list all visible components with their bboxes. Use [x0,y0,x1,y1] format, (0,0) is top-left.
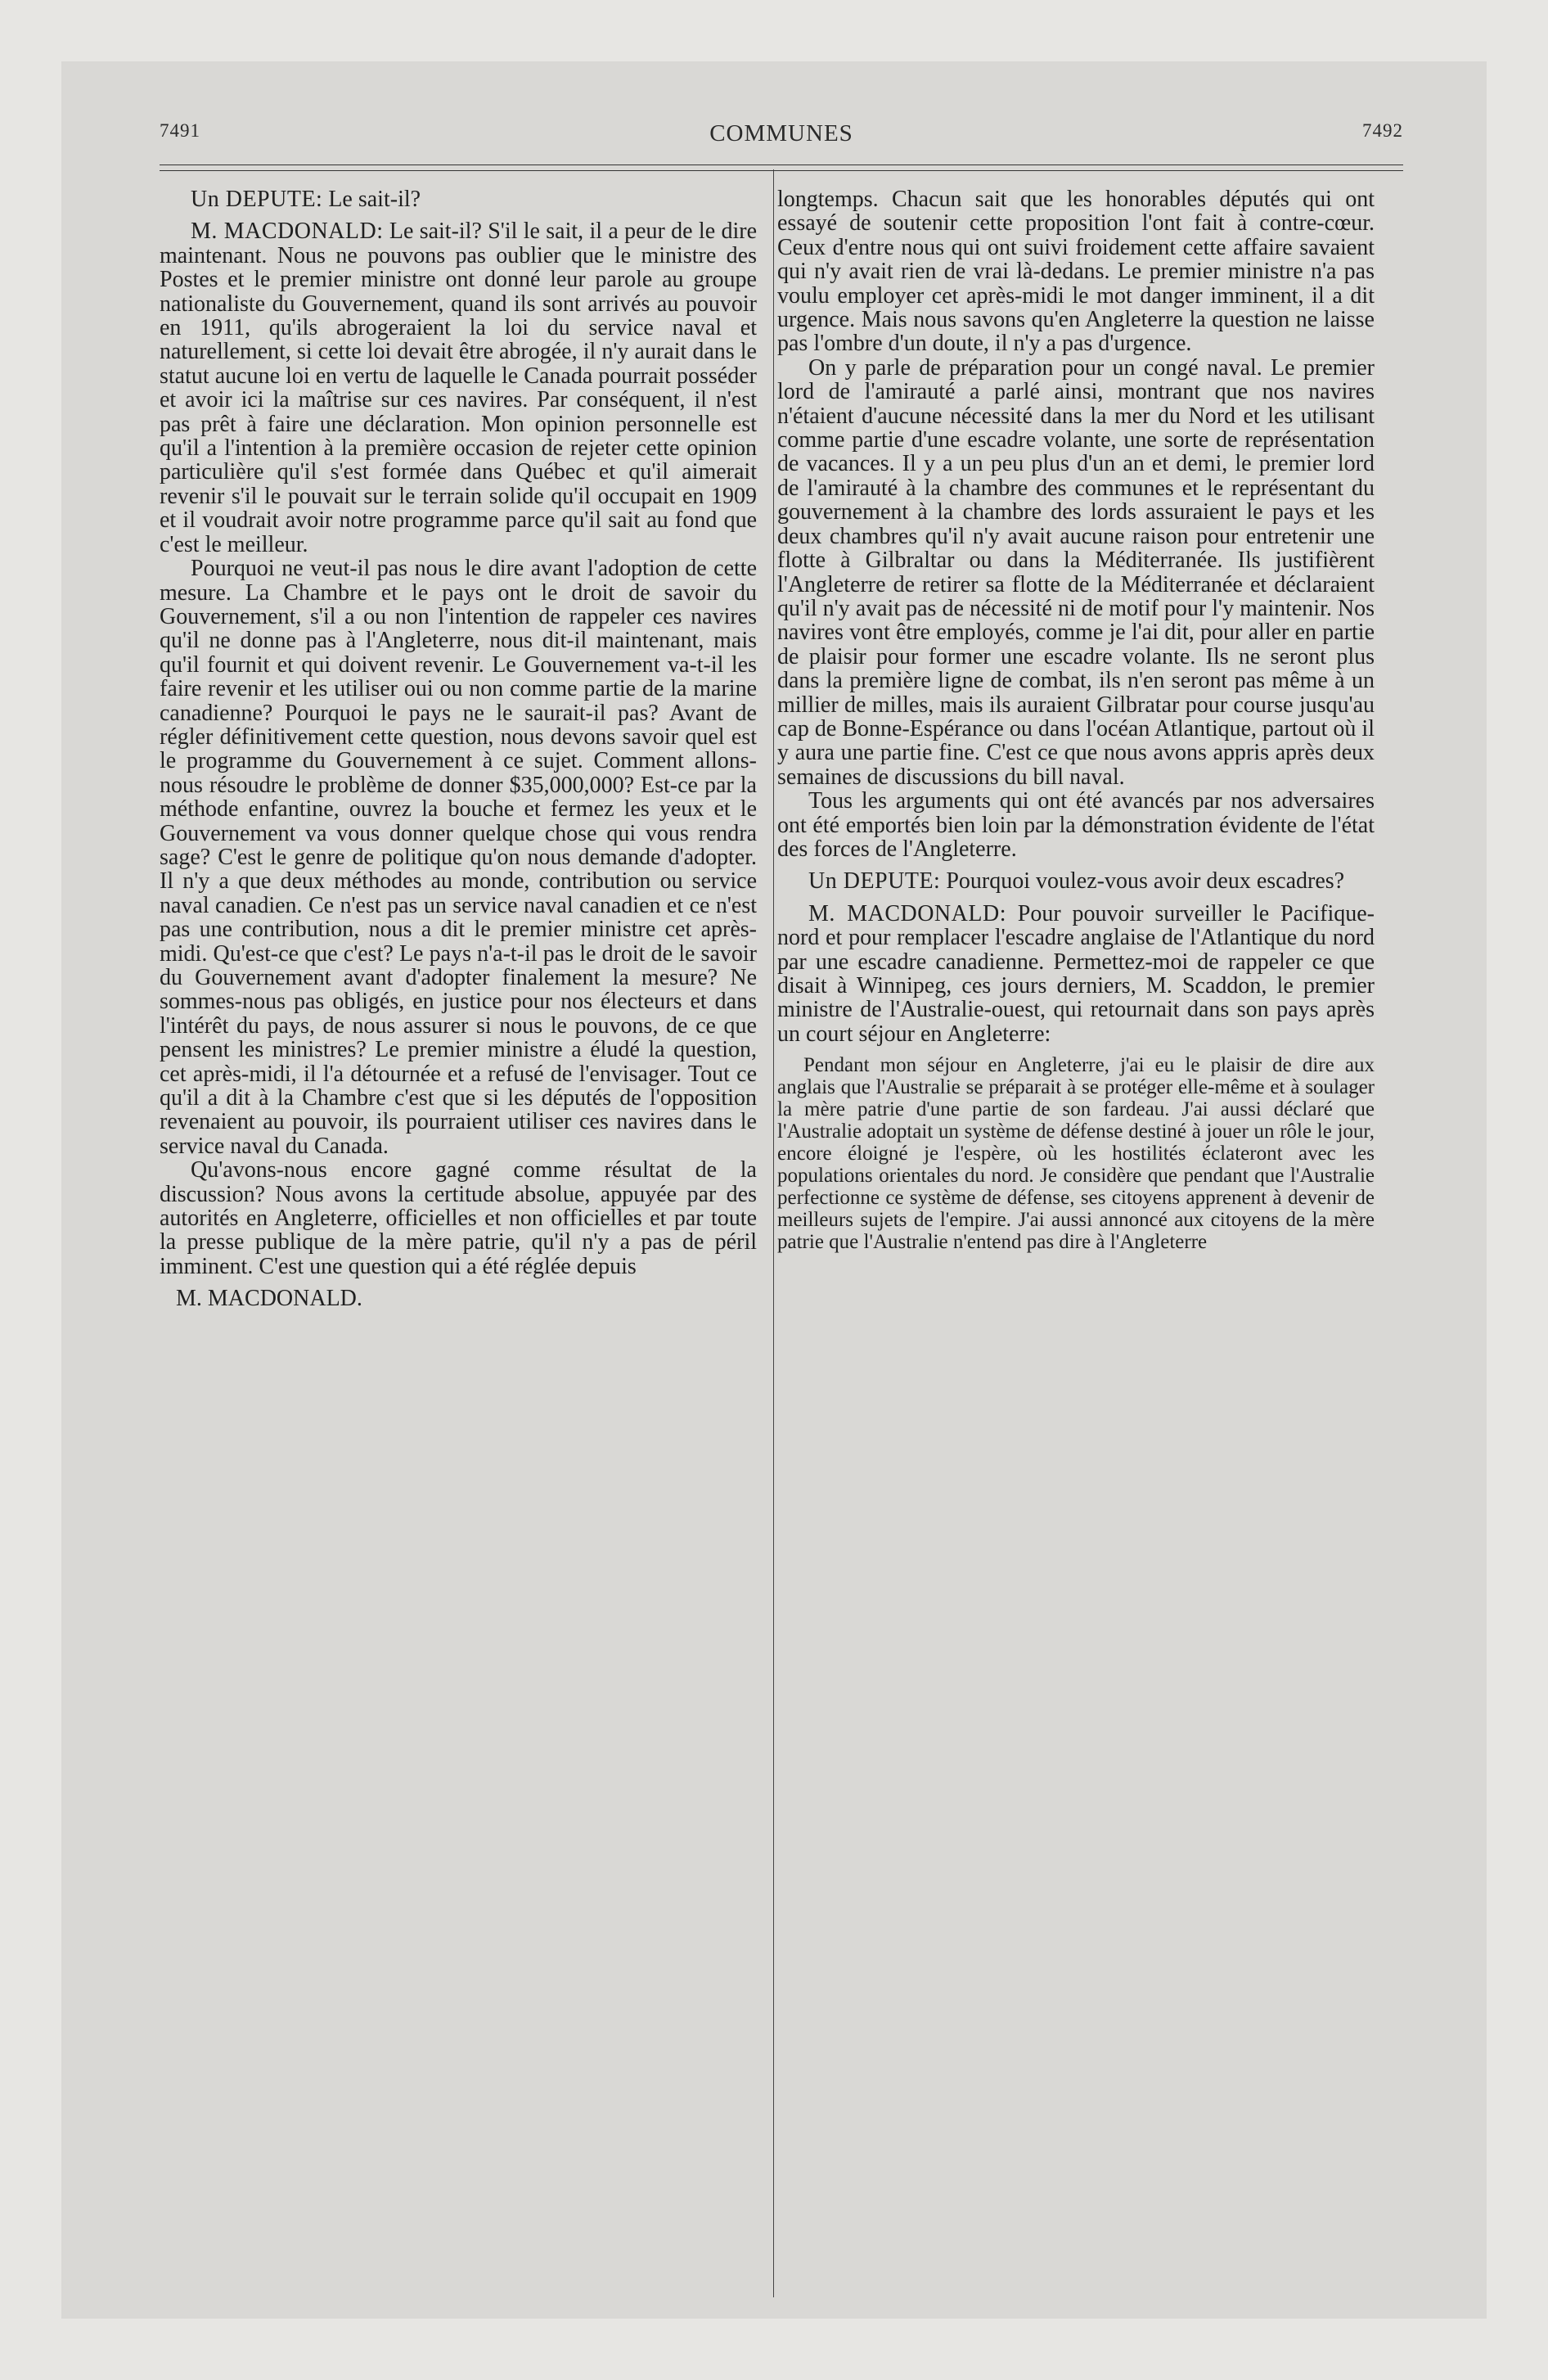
speech-text: Pour pouvoir surveiller le Pacifique-nord et pour remplacer l'escadre anglaise de l'Atlantique du nord par une escadre canadienne. Permettez-moi de rappeler ce que disait à Winnipeg, ces jours derniers, M. Scaddon, le premier ministre de l'Australie-ouest, qui retournait dans son pays après un court séjour en Angleterre: [777,900,1375,1047]
page-number-right: 7492 [1362,120,1403,141]
page [160,110,1403,1312]
speaker-name: M. MACDONALD: [808,900,1006,926]
right-column [777,187,1375,1253]
paragraph [160,187,757,211]
speech-text: Le sait-il? [328,187,421,212]
paragraph [777,902,1375,1046]
speaker-name: M. MACDONALD: [191,219,384,245]
paragraph [160,219,757,557]
signature: M. MACDONALD. [176,1286,362,1312]
paragraph: On y parle de préparation pour un congé naval. Le premier lord de l'amirauté a parlé ainsi, montrant que nos navires n'étaient d'aucune nécessité dans la mer du Nord et les utilisant comme partie d'une escadre volante, une sorte de représentation de vacances. Il y a un peu plus d'un an et demi, le premier lord de l'amirauté à la chambre des communes et le représentant du gouvernement à la chambre des lords assuraient le pays et les deux chambres qu'il n'y avait aucune raison pour entretenir une flotte à Gilbraltar ou dans la Méditerranée. Ils justifièrent l'Angleterre de retirer sa flotte de la Méditerranée et déclaraient qu'il n'y avait pas de nécessité ni de motif pour l'y maintenir. Nos navires vont être employés, comme je l'ai dit, pour aller en partie de plaisir pour former une escadre volante. Ils ne seront plus dans la première ligne de combat, ils n'en seront pas même à un millier de milles, mais ils auraient Gilbratar pour course jusqu'au cap de Bonne-Espérance ou dans l'océan Atlantique, partout où il y aura une partie fine. C'est ce que nous avons appris après deux semaines de discussions du bill naval. [777,354,1375,790]
paragraph: Pourquoi ne veut-il pas nous le dire avant l'adoption de cette mesure. La Chambre et le pays ont le droit de savoir du Gouvernement, s'il a ou non l'intention de rappeler ces navires qu'il ne donne pas à l'Angleterre, nous dit-il maintenant, mais qu'il fournit et qui doivent revenir. Le Gouvernement va-t-il les faire revenir et les utiliser oui ou non comme partie de la marine canadienne? Pourquoi le pays ne le saurait-il pas? Avant de régler définitivement cette question, nous devons savoir quel est le programme du Gouvernement à ce sujet. Comment allons-nous résoudre le problème de donner $35,000,000? Est-ce par la méthode enfantine, ouvrez la bouche et fermez les yeux et le Gouvernement va vous donner quelque chose qui vous rendra sage? C'est le genre de politique qu'on nous demande d'adopter. Il n'y a que deux méthodes au monde, contribution ou service naval canadien. Ce n'est pas un service naval canadien et ce n'est pas une contribution, nous a dit le premier ministre cet après-midi. Qu'est-ce que c'est? Le pays n'a-t-il pas le droit de le savoir du Gouvernement avant d'adopter finalement la mesure? Ne sommes-nous pas obligés, en justice pour nos électeurs et dans l'intérêt du pays, de nous assurer si nous le pouvons, de ce que pensent les ministres? Le premier ministre a éludé la question, cet après-midi, il l'a détournée et a refusé de l'envisager. Tout ce qu'il a dit à la Chambre c'est que si les députés de l'opposition revenaient au pouvoir, ils pourraient utiliser ces navires dans le service naval du Canada. [160,556,757,1159]
block-quote: Pendant mon séjour en Angleterre, j'ai eu le plaisir de dire aux anglais que l'Australie se préparait à se protéger elle-même et à soulager la mère patrie d'une partie de son fardeau. J'ai aussi déclaré que l'Australie adoptait un système de défense destiné à jouer un rôle le jour, encore éloigné je l'espère, où les hostilités éclateront avec les populations orientales du nord. Je considère que pendant que l'Australie perfectionne ce système de défense, ses citoyens apprenent à devenir de meilleurs sujets de l'empire. J'ai aussi annoncé aux citoyens de la mère patrie que l'Australie n'entend pas dire à l'Angleterre [777,1054,1375,1254]
page-number-left: 7491 [160,120,200,141]
running-head [160,110,1403,146]
column-divider [773,169,774,2297]
speech-text: Le sait-il? S'il le sait, il a peur de le dire maintenant. Nous ne pouvons pas oublier que le ministre des Postes et le premier ministre ont donné leur parole au groupe nationaliste du Gouvernement, quand ils sont arrivés au pouvoir en 1911, qu'ils abrogeraient la loi du service naval et naturellement, si cette loi devait être abrogée, il n'y aurait dans le statut aucune loi en vertu de laquelle le Canada pourrait posséder et avoir ici la maîtrise sur ces navires. Par conséquent, il n'est pas prêt à faire une déclaration. Mon opinion personnelle est qu'il a l'intention à la première occasion de rejeter cette opinion particulière qu'il s'est formée dans Québec et qu'il aimerait revenir s'il le pouvait sur le terrain solide qu'il occupait en 1909 et il voudrait avoir notre programme parce qu'il sait au fond que c'est le meilleur. [160,219,757,557]
paragraph: Tous les arguments qui ont été avancés par nos adversaires ont été emportés bien loin par la démonstration évidente de l'état des forces de l'Angleterre. [777,788,1375,862]
section-title: COMMUNES [709,120,853,146]
paragraph [777,869,1375,893]
paragraph: longtemps. Chacun sait que les honorables députés qui ont essayé de soutenir cette proposition l'ont fait à contre-cœur. Ceux d'entre nous qui ont suivi froidement cette affaire savaient qui n'y avait rien de vrai là-dedans. Le premier ministre n'a pas voulu employer cet après-midi le mot danger imminent, il a dit urgence. Mais nous savons qu'en Angleterre la question ne laisse pas l'ombre d'un doute, il n'y a pas d'urgence. [777,187,1375,357]
speaker-name: Un DEPUTE: [191,187,323,212]
header-rule-bottom [160,170,1403,171]
left-column [160,187,757,1311]
speaker-name: Un DEPUTE: [808,868,941,895]
speech-text: Pourquoi voulez-vous avoir deux escadres? [946,868,1345,895]
paragraph: Qu'avons-nous encore gagné comme résultat de la discussion? Nous avons la certitude absolue, appuyée par des autorités en Angleterre, officielles et non officielles et par toute la presse publique de la mère patrie, qu'il n'y a pas de péril imminent. C'est une question qui a été réglée depuis [160,1157,757,1279]
